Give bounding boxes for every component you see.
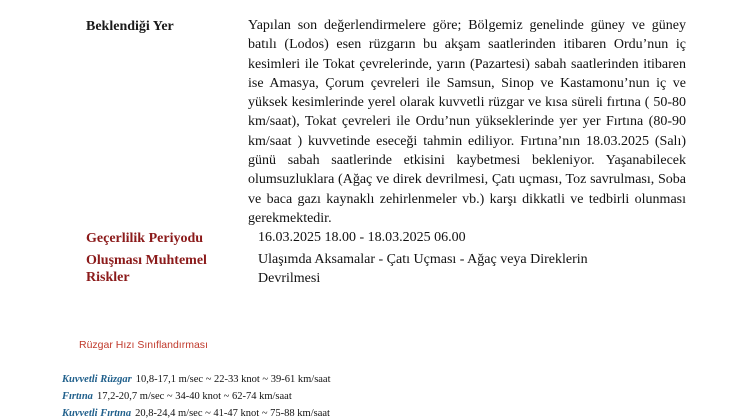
validity-label: Geçerlilik Periyodu — [86, 231, 204, 246]
wind-scale-range: 20,8-24,4 m/sec ~ 41-47 knot ~ 75-88 km/saat — [135, 408, 330, 419]
risks-label — [86, 252, 207, 286]
risks-label-line2: Riskler — [86, 270, 130, 285]
wind-scale-row — [62, 407, 330, 420]
wind-scale-row — [62, 390, 292, 403]
wind-scale-range: 17,2-20,7 m/sec ~ 34-40 knot ~ 62-74 km/saat — [96, 391, 292, 402]
risks-text-line2: Devrilmesi — [258, 271, 321, 286]
wind-scale-term: Fırtına — [62, 391, 93, 402]
risks-text-line1: Ulaşımda Aksamalar - Çatı Uçması - Ağaç veya Direklerin — [258, 252, 588, 267]
wind-scale-range: 10,8-17,1 m/sec ~ 22-33 knot ~ 39-61 km/saat — [135, 374, 331, 385]
risks-text — [258, 250, 588, 288]
expected-place-label: Beklendiği Yer — [86, 19, 174, 34]
wind-scale-title: Rüzgar Hızı Sınıflandırması — [79, 339, 208, 351]
risks-label-line1: Oluşması Muhtemel — [86, 253, 207, 268]
wind-scale-row — [62, 373, 331, 386]
wind-scale-term: Kuvvetli Fırtına — [62, 408, 132, 419]
expected-place-text: Yapılan son değerlendirmelere göre; Bölgemiz genelinde güney ve güney batılı (Lodos) esen rüzgarın bu akşam saatlerinden itibaren Ordu’nun iç kesimleri ile Tokat çevrelerinde, yarın (Pazartesi) sabah saatlerinden itibaren ise Amasya, Çorum çevreleri ile Samsun, Sinop ve Kastamonu’nun iç ve yüksek kesimlerinde yerel olarak kuvvetli rüzgar ve kısa süreli fırtına ( 50-80 km/saat), Tokat çevreleri ile Ordu’nun yükseklerinde yer yer Fırtına (80-90 km/saat ) kuvvetinde eseceği tahmin ediliyor. Fırtına’nın 18.03.2025 (Salı) günü sabah saatlerinde etkisini kaybetmesi bekleniyor. Yaşanabilecek olumsuzluklara (Ağaç ve direk devrilmesi, Çatı uçması, Toz savrulması, Soba ve baca gazı kaynaklı zehirlenmeler vb.) karşı dikkatli ve tedbirli olunması gerekmektedir. — [248, 18, 686, 226]
wind-scale-term: Kuvvetli Rüzgar — [62, 374, 132, 385]
validity-text: 16.03.2025 18.00 - 18.03.2025 06.00 — [258, 230, 466, 245]
